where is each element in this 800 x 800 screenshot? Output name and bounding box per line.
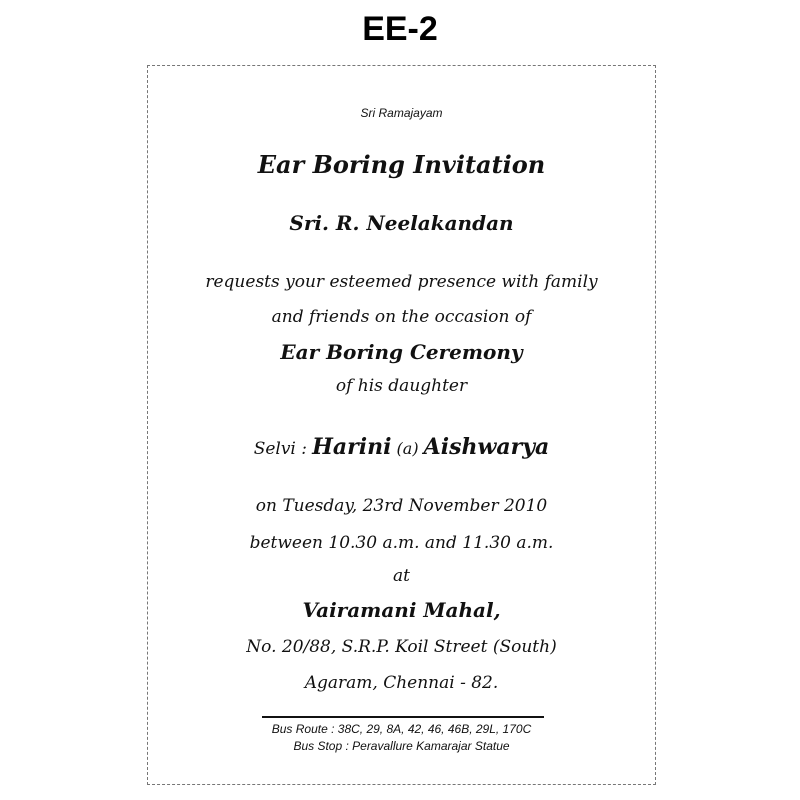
child-first-name: Harini: [312, 434, 392, 460]
time-line: between 10.30 a.m. and 11.30 a.m.: [249, 533, 554, 553]
divider-line: [262, 716, 544, 718]
venue-address-1: No. 20/88, S.R.P. Koil Street (South): [246, 637, 557, 657]
bus-stop: Bus Stop : Peravallure Kamarajar Statue: [293, 739, 510, 753]
date-line: on Tuesday, 23rd November 2010: [255, 496, 548, 516]
venue-address-2: Agaram, Chennai - 82.: [304, 673, 499, 693]
request-line-1: requests your esteemed presence with family: [205, 272, 598, 292]
bus-route: Bus Route : 38C, 29, 8A, 42, 46, 46B, 29L, 170C: [271, 722, 532, 736]
host-name: Sri. R. Neelakandan: [289, 211, 514, 235]
relation-line: of his daughter: [335, 376, 468, 396]
venue-name: Vairamani Mahal,: [302, 598, 501, 622]
child-alias-marker: (a): [396, 439, 419, 458]
ceremony-name: Ear Boring Ceremony: [280, 340, 523, 364]
invitation-title: Ear Boring Invitation: [257, 150, 546, 179]
child-second-name: Aishwarya: [423, 434, 550, 460]
design-code: EE-2: [362, 10, 438, 48]
child-name-line: [147, 434, 656, 460]
at-word: at: [393, 566, 410, 586]
child-prefix: Selvi :: [253, 439, 308, 459]
request-line-2: and friends on the occasion of: [271, 307, 532, 327]
invocation-text: Sri Ramajayam: [360, 106, 443, 120]
